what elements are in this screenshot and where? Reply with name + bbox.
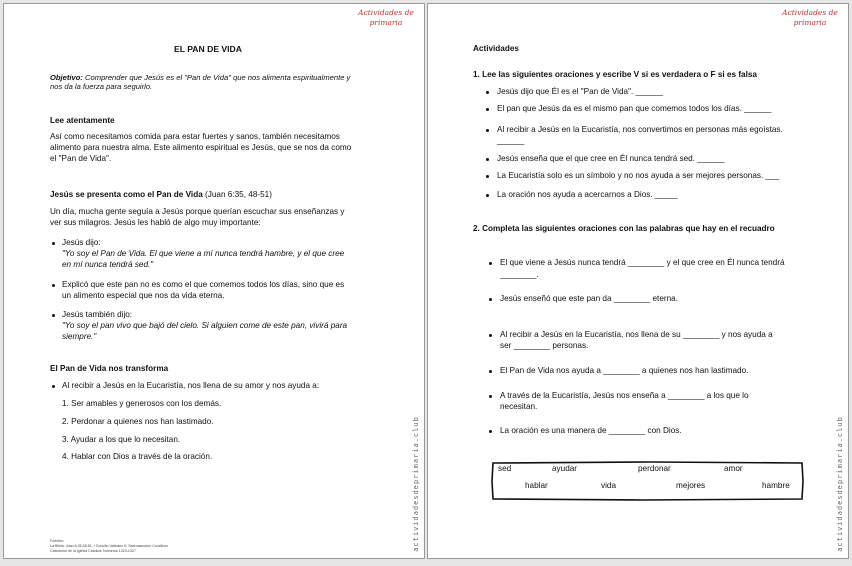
bullet-dot [486, 158, 489, 161]
numbered-item-3: 3. Ayudar a los que lo necesitan. [62, 435, 181, 444]
sources-line-2: Catecismo de la Iglesia Católica: Numerus 1324-1327 [50, 549, 136, 553]
bullet1-quote-1: "Yo soy el Pan de Vida. El que viene a mí nunca tendrá hambre, y el que cree [62, 249, 345, 258]
numbered-item-4: 4. Hablar con Dios a través de la oración. [62, 452, 213, 461]
ex1-item-2: El pan que Jesús da es el mismo pan que comemos todos los días. ______ [497, 104, 772, 113]
bullet-dot [489, 298, 492, 301]
ex1-item-6: La oración nos ayuda a acercarnos a Dios. _____ [497, 190, 678, 199]
read-line-1: Así como necesitamos comida para estar fuertes y sanos, también necesitamos [50, 132, 340, 141]
brand-line-2: primaria [369, 18, 403, 27]
word-sed: sed [498, 464, 512, 473]
bullet3-quote-2: siempre." [62, 332, 97, 341]
brand-logo [778, 8, 842, 28]
bullet-dot [52, 242, 55, 245]
objective-label: Objetivo: [50, 73, 83, 82]
bullet-dot [486, 129, 489, 132]
bullet-dot [486, 108, 489, 111]
intro-line-1: Un día, mucha gente seguía a Jesús porque querían escuchar sus enseñanzas y [50, 207, 345, 216]
ex2-item-6: La oración es una manera de ________ con Dios. [500, 426, 682, 435]
word-amor: amor [724, 464, 743, 473]
exercise2-title: 2. Completa las siguientes oraciones con las palabras que hay en el recuadro [473, 224, 775, 233]
bullet-dot [489, 370, 492, 373]
objective-line-2: nos da la fuerza para seguirlo. [50, 82, 153, 91]
word-mejores: mejores [676, 481, 706, 490]
word-hablar: hablar [525, 481, 548, 490]
transform-bullet: Al recibir a Jesús en la Eucaristía, nos llena de su amor y nos ayuda a: [62, 381, 320, 390]
bullet-dot [486, 175, 489, 178]
bullet-dot [489, 430, 492, 433]
ex1-item-3-blank: ______ [497, 136, 525, 145]
read-line-3: el "Pan de Vida". [50, 154, 112, 163]
bullet-dot [52, 314, 55, 317]
objective-line-1: Objetivo: Comprender que Jesús es el "Pan de Vida" que nos alimenta espiritualmente y [50, 73, 351, 82]
bullet-dot [52, 284, 55, 287]
bullet-dot [486, 194, 489, 197]
intro-line-2: ver sus milagros. Jesús les habló de algo muy importante: [50, 218, 261, 227]
word-vida: vida [601, 481, 617, 490]
page-title: EL PAN DE VIDA [174, 44, 242, 54]
ex2-item-5: A través de la Eucaristía, Jesús nos enseña a ________ a los que lo [500, 391, 749, 400]
bullet2-line-2: un alimento especial que nos da vida eterna. [62, 291, 225, 300]
numbered-item-2: 2. Perdonar a quienes nos han lastimado. [62, 417, 214, 426]
vertical-url: actividadesdeprimaria.club [412, 416, 420, 552]
brand-line-1: Actividades de [358, 8, 414, 17]
vertical-url: actividadesdeprimaria.club [836, 416, 844, 552]
section2-heading: Jesús se presenta como el Pan de Vida (Juan 6:35, 48-51) [50, 190, 272, 199]
sources-line-1: La Biblia: Juan 6:35,48-51. / Concilio Vaticano II: Sacrosanctum Concilium [50, 544, 168, 548]
ex1-item-3: Al recibir a Jesús en la Eucaristía, nos convertimos en personas más egoístas. [497, 125, 783, 134]
word-perdonar: perdonar [638, 464, 671, 473]
bullet1-quote-2: en mí nunca tendrá sed." [62, 260, 154, 269]
ex2-item-3: Al recibir a Jesús en la Eucaristía, nos llena de su ________ y nos ayuda a [500, 330, 773, 339]
section3-heading: El Pan de Vida nos transforma [50, 364, 169, 373]
ex1-item-1: Jesús dijo que Él es el "Pan de Vida". ______ [497, 87, 663, 96]
sources-label: Fuentes: [50, 539, 64, 543]
brand-logo [354, 8, 418, 28]
bullet-dot [489, 334, 492, 337]
brand-line-2: primaria [793, 18, 827, 27]
exercise1-title: 1. Lee las siguientes oraciones y escribe V si es verdadera o F si es falsa [473, 70, 757, 79]
bullet1-label: Jesús dijo: [62, 238, 101, 247]
word-ayudar: ayudar [552, 464, 578, 473]
ex2-item-4: El Pan de Vida nos ayuda a ________ a quienes nos han lastimado. [500, 366, 749, 375]
page-left [3, 3, 425, 559]
read-heading: Lee atentamente [50, 116, 115, 125]
bullet-dot [489, 262, 492, 265]
bullet2-line-1: Explicó que este pan no es como el que comemos todos los días, sino que es [62, 280, 345, 289]
bullet3-label: Jesús también dijo: [62, 310, 133, 319]
numbered-item-1: 1. Ser amables y generosos con los demás. [62, 399, 222, 408]
ex2-item-1-cont: ________. [500, 270, 539, 279]
ex1-item-4: Jesús enseña que el que cree en Él nunca tendrá sed. ______ [497, 154, 725, 163]
brand-line-1: Actividades de [782, 8, 838, 17]
bullet-dot [486, 91, 489, 94]
ex1-item-5: La Eucaristía solo es un símbolo y no nos ayuda a ser mejores personas. ___ [497, 171, 780, 180]
ex2-item-2: Jesús enseñó que este pan da ________ eterna. [500, 294, 678, 303]
read-line-2: alimento para nuestra alma. Este alimento espiritual es Jesús, que se nos da como [50, 143, 352, 152]
word-hambre: hambre [762, 481, 790, 490]
ex2-item-3-cont: ser ________ personas. [500, 341, 589, 350]
ex2-item-1: El que viene a Jesús nunca tendrá ________ y el que cree en Él nunca tendrá [500, 258, 785, 267]
ex2-item-5-cont: necesitan. [500, 402, 538, 411]
bullet-dot [52, 385, 55, 388]
bullet3-quote-1: "Yo soy el pan vivo que bajó del cielo. Si alguien come de este pan, vivirá para [62, 321, 348, 330]
bullet-dot [489, 395, 492, 398]
activities-heading: Actividades [473, 44, 519, 53]
